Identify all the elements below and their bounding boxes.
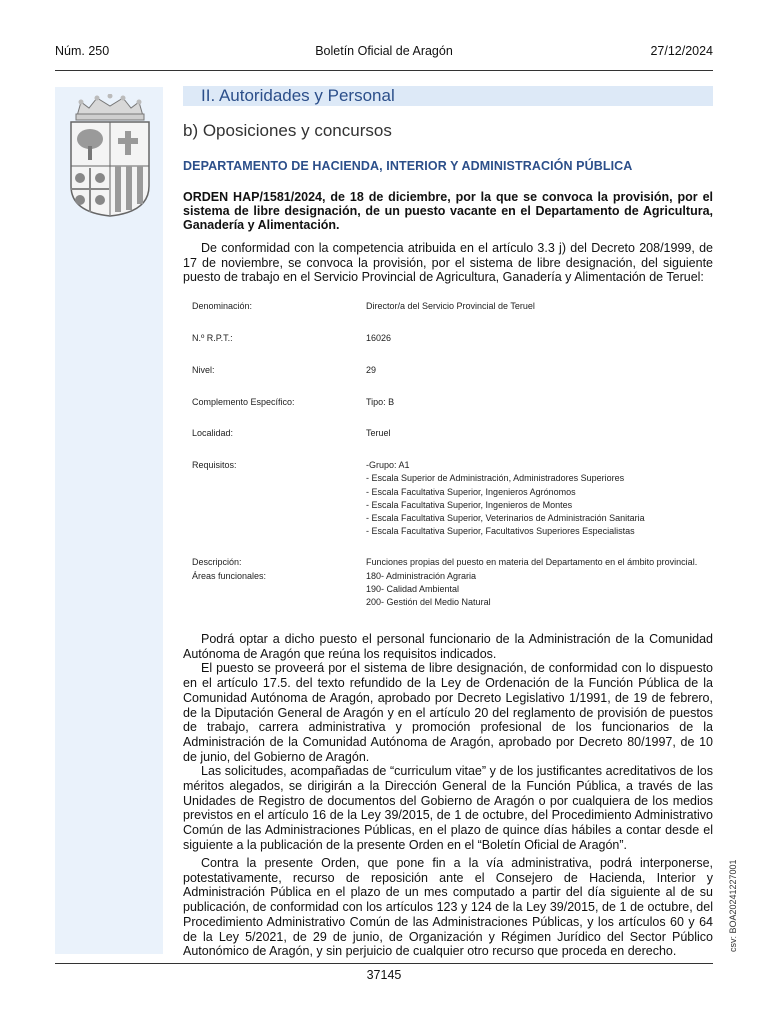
- spec-label-requisitos: Requisitos:: [192, 460, 237, 470]
- requisito-item: - Escala Facultativa Superior, Ingenieros Agrónomos: [366, 486, 576, 497]
- page-header: [55, 44, 713, 64]
- spec-label-areas: Áreas funcionales:: [192, 570, 267, 581]
- spec-label-denominacion: Denominación:: [192, 301, 253, 311]
- section-title: II. Autoridades y Personal: [201, 86, 395, 105]
- spec-value-denominacion: Director/a del Servicio Provincial de Teruel: [366, 301, 535, 311]
- department-heading: DEPARTAMENTO DE HACIENDA, INTERIOR Y ADMINISTRACIÓN PÚBLICA: [183, 159, 633, 173]
- spec-value-descripcion: Funciones propias del puesto en materia del Departamento en el ámbito provincial.: [366, 557, 698, 567]
- requisito-item: - Escala Facultativa Superior, Veterinarios de Administración Sanitaria: [366, 513, 645, 524]
- order-title: ORDEN HAP/1581/2024, de 18 de diciembre, por la que se convoca la provisión, por el sistema de libre designación, de un puesto vacante en el Departamento de Agricultura, Ganadería y Alimentación.: [183, 190, 713, 232]
- body-paragraph: El puesto se proveerá por el sistema de libre designación, de conformidad con lo dispuesto en el artículo 17.5. del texto refundido de la Ley de Ordenación de la Función Pública de la Comunidad Autónoma de Aragón, aprobado por Decreto Legislativo 1/1991, de 19 de febrero, de la Diputación General de Aragón y en el artículo 20 del reglamento de provisión de puestos de trabajo, carrera administrativa y promoción profesional de los funcionarios de la Administración de la Comunidad Autónoma de Aragón, aprobado por Decreto 80/1997, de 10 de junio, del Gobierno de Aragón.: [183, 661, 713, 764]
- spec-label-rpt: N.º R.P.T.:: [192, 333, 233, 343]
- body-paragraph: Podrá optar a dicho puesto el personal funcionario de la Administración de la Comunidad Autónoma de Aragón que reúna los requisitos indicados.: [183, 632, 713, 661]
- bulletin-title: Boletín Oficial de Aragón: [315, 44, 453, 58]
- footer-rule: [55, 963, 713, 964]
- appeal-text: Contra la presente Orden, que pone fin a la vía administrativa, podrá interponerse, potestativamente, recurso de reposición ante el Consejero de Hacienda, Interior y Administración Pública en el plazo de un mes computado a partir del día siguiente al de su publicación, de conformidad con los artículos 123 y 124 de la Ley 39/2015, de 1 de octubre, del Procedimiento Administrativo Común de las Administraciones Públicas, y los artículos 60 y 64 de la Ley 5/2021, de 29 de junio, de Organización y Régimen Jurídico del Sector Público Autonómico de Aragón, y sin perjuicio de cualquier otro recurso que proceda en derecho.: [183, 856, 713, 959]
- requisito-item: - Escala Facultativa Superior, Facultativos Superiores Especialistas: [366, 526, 635, 537]
- csv-code: csv: BOA20241227001: [728, 859, 738, 952]
- intro-text: De conformidad con la competencia atribuida en el artículo 3.3 j) del Decreto 208/1999, de 17 de noviembre, se convoca la provisión, por el sistema de libre designación, del siguiente puesto de trabajo en el Servicio Provincial de Agricultura, Ganadería y Alimentación de Teruel:: [183, 241, 713, 285]
- requisito-item: - Escala Superior de Administración, Administradores Superiores: [366, 473, 625, 484]
- area-item: 190- Calidad Ambiental: [366, 583, 460, 594]
- subsection-title: b) Oposiciones y concursos: [183, 121, 392, 140]
- spec-label-complemento: Complemento Específico:: [192, 397, 295, 407]
- spec-value-rpt: 16026: [366, 333, 392, 343]
- bulletin-number: Núm. 250: [55, 44, 110, 58]
- area-item: 180- Administración Agraria: [366, 570, 477, 581]
- area-item: 200- Gestión del Medio Natural: [366, 597, 491, 608]
- page-number: 37145: [366, 968, 402, 982]
- requisito-item: - Escala Facultativa Superior, Ingenieros de Montes: [366, 499, 573, 510]
- spec-label-nivel: Nivel:: [192, 365, 215, 375]
- spec-label-descripcion: Descripción:: [192, 557, 242, 567]
- aragon-coat-of-arms-icon: [65, 94, 155, 218]
- body-paragraph: Las solicitudes, acompañadas de “curriculum vitae” y de los justificantes acreditativos de los méritos alegados, se dirigirán a la Dirección General de la Función Pública, a través de las Unidades de Registro de documentos del Gobierno de Aragón o por cualquiera de los medios previstos en el artículo 16 de la Ley 39/2015, de 1 de octubre, del Procedimiento Administrativo Común de las Administraciones Públicas, en el plazo de quince días hábiles a contar desde el siguiente a la publicación de la presente Orden en el “Boletín Oficial de Aragón”.: [183, 764, 713, 852]
- spec-label-localidad: Localidad:: [192, 428, 234, 438]
- spec-value-nivel: 29: [366, 365, 377, 375]
- spec-value-localidad: Teruel: [366, 428, 391, 438]
- appeal-paragraph: [183, 856, 713, 959]
- spec-value-complemento: Tipo: B: [366, 397, 395, 407]
- intro-paragraph: [183, 241, 713, 285]
- requisito-item: -Grupo: A1: [366, 460, 410, 470]
- bulletin-date: 27/12/2024: [650, 44, 713, 58]
- body-paragraphs: [183, 632, 713, 853]
- header-rule: [55, 70, 713, 71]
- spec-value-areas: [366, 570, 491, 610]
- spec-value-requisitos: [366, 459, 645, 539]
